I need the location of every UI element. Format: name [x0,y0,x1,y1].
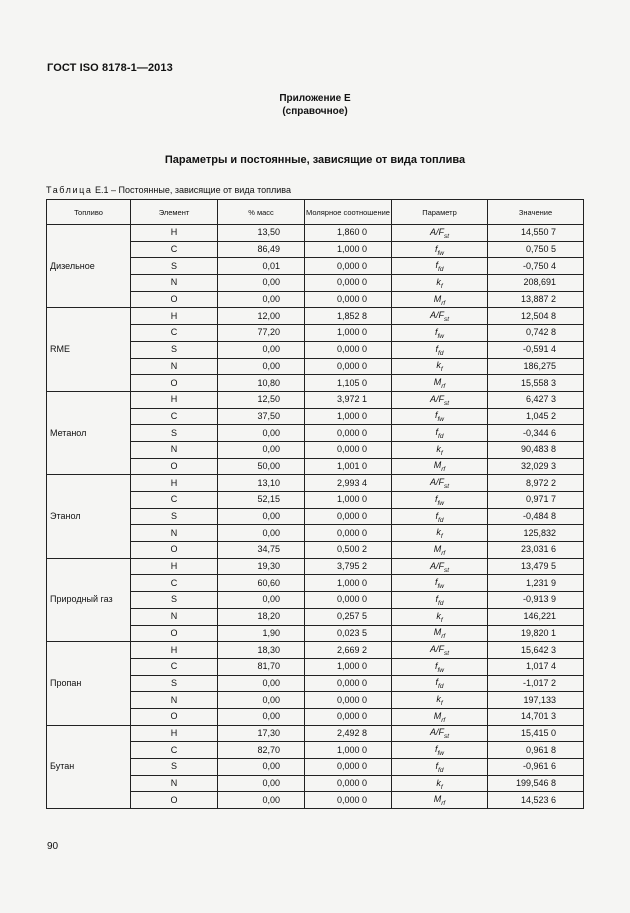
mass-percent-cell: 0,00 [218,692,305,709]
header-value: Значение [488,200,584,225]
molar-ratio-cell: 1,000 0 [305,742,392,759]
mass-percent-cell: 82,70 [218,742,305,759]
value-cell: 199,546 8 [488,775,584,792]
header-parameter: Параметр [392,200,488,225]
molar-ratio-cell: 0,000 0 [305,258,392,275]
molar-ratio-cell: 0,000 0 [305,675,392,692]
parameter-cell [392,475,488,492]
molar-ratio-cell: 1,105 0 [305,375,392,392]
parameter-cell [392,325,488,342]
molar-ratio-cell: 3,795 2 [305,558,392,575]
mass-percent-cell: 12,50 [218,391,305,408]
element-cell: N [131,608,218,625]
mass-percent-cell: 0,00 [218,508,305,525]
value-cell: 1,045 2 [488,408,584,425]
table-row [47,308,584,325]
molar-ratio-cell: 1,000 0 [305,492,392,509]
value-cell: -0,961 6 [488,759,584,776]
parameter-symbol: f [435,510,439,521]
molar-ratio-cell: 1,860 0 [305,225,392,242]
table-body [47,225,584,809]
parameter-symbol: k [436,276,441,287]
value-cell: 14,701 3 [488,708,584,725]
mass-percent-cell: 77,20 [218,325,305,342]
value-cell: 1,017 4 [488,658,584,675]
parameter-subscript: st [443,232,450,240]
parameter-symbol: k [436,777,441,788]
value-cell: 6,427 3 [488,391,584,408]
parameter-cell [392,425,488,442]
mass-percent-cell: 12,00 [218,308,305,325]
parameter-subscript: rf [441,716,446,724]
molar-ratio-cell: 1,852 8 [305,308,392,325]
fuel-name-cell: Бутан [47,725,131,808]
element-cell: N [131,775,218,792]
mass-percent-cell: 10,80 [218,375,305,392]
parameter-subscript: st [443,733,450,741]
value-cell: 15,558 3 [488,375,584,392]
mass-percent-cell: 0,00 [218,675,305,692]
parameter-cell [392,341,488,358]
parameter-subscript: f [440,783,443,791]
value-cell: -0,344 6 [488,425,584,442]
element-cell: S [131,592,218,609]
parameter-symbol: k [436,694,441,705]
element-cell: S [131,675,218,692]
mass-percent-cell: 0,00 [218,275,305,292]
parameter-symbol: f [434,410,438,421]
table-row [47,725,584,742]
parameter-subscript: fd [438,766,444,774]
molar-ratio-cell: 0,023 5 [305,625,392,642]
section-title: Параметры и постоянные, зависящие от вида топлива [164,154,466,166]
value-cell: 15,642 3 [488,642,584,659]
molar-ratio-cell: 3,972 1 [305,391,392,408]
parameter-cell [392,291,488,308]
value-cell: 8,972 2 [488,475,584,492]
parameter-symbol: f [434,493,438,504]
annex-note: (справочное) [282,106,348,117]
element-cell: O [131,708,218,725]
parameter-symbol: f [435,343,439,354]
mass-percent-cell: 37,50 [218,408,305,425]
value-cell: 186,275 [488,358,584,375]
parameter-subscript: rf [441,383,446,391]
parameter-symbol: M [433,543,442,554]
element-cell: C [131,408,218,425]
parameter-subscript: f [440,282,443,290]
parameter-subscript: f [440,366,443,374]
molar-ratio-cell: 0,257 5 [305,608,392,625]
parameter-subscript: rf [441,800,446,808]
parameter-symbol: f [435,760,439,771]
table-caption-text: – Постоянные, зависящие от вида топлива [111,185,291,195]
element-cell: H [131,558,218,575]
parameter-cell [392,542,488,559]
mass-percent-cell: 18,30 [218,642,305,659]
element-cell: C [131,325,218,342]
value-cell: 12,504 8 [488,308,584,325]
element-cell: O [131,375,218,392]
element-cell: H [131,725,218,742]
molar-ratio-cell: 2,993 4 [305,475,392,492]
parameter-symbol: f [435,593,439,604]
element-cell: H [131,308,218,325]
parameter-cell [392,759,488,776]
parameter-subscript: fw [437,249,444,257]
parameter-cell [392,308,488,325]
parameter-subscript: rf [441,633,446,641]
mass-percent-cell: 0,00 [218,441,305,458]
mass-percent-cell: 50,00 [218,458,305,475]
header-mass: % масс [218,200,305,225]
element-cell: N [131,275,218,292]
molar-ratio-cell: 1,000 0 [305,325,392,342]
fuel-name-cell: RME [47,308,131,391]
molar-ratio-cell: 0,000 0 [305,692,392,709]
mass-percent-cell: 1,90 [218,625,305,642]
mass-percent-cell: 13,50 [218,225,305,242]
parameter-subscript: fd [438,266,444,274]
molar-ratio-cell: 0,000 0 [305,775,392,792]
parameter-subscript: fd [438,516,444,524]
parameter-symbol: f [435,260,439,271]
parameter-symbol: f [435,427,439,438]
parameter-symbol: k [436,360,441,371]
value-cell: 14,523 6 [488,792,584,809]
mass-percent-cell: 13,10 [218,475,305,492]
element-cell: H [131,475,218,492]
molar-ratio-cell: 1,001 0 [305,458,392,475]
parameter-subscript: f [440,616,443,624]
molar-ratio-cell: 0,000 0 [305,425,392,442]
parameter-cell [392,508,488,525]
element-cell: N [131,692,218,709]
parameter-symbol: M [433,710,442,721]
parameter-symbol: k [436,527,441,538]
page-number: 90 [47,841,59,852]
parameter-cell [392,375,488,392]
parameter-cell [392,408,488,425]
molar-ratio-cell: 0,500 2 [305,542,392,559]
molar-ratio-cell: 0,000 0 [305,792,392,809]
element-cell: C [131,241,218,258]
value-cell: 0,750 5 [488,241,584,258]
element-cell: N [131,358,218,375]
parameter-subscript: f [440,700,443,708]
molar-ratio-cell: 2,492 8 [305,725,392,742]
parameter-subscript: fw [437,416,444,424]
fuel-name-cell: Метанол [47,391,131,474]
parameter-cell [392,642,488,659]
value-cell: 208,691 [488,275,584,292]
fuel-name-cell: Дизельное [47,225,131,308]
molar-ratio-cell: 2,669 2 [305,642,392,659]
fuel-constants-table [46,199,584,809]
parameter-symbol: A/F [429,560,444,571]
element-cell: N [131,441,218,458]
mass-percent-cell: 0,00 [218,792,305,809]
value-cell: 0,971 7 [488,492,584,509]
parameter-symbol: k [436,610,441,621]
value-cell: -0,913 9 [488,592,584,609]
header-fuel: Топливо [47,200,131,225]
mass-percent-cell: 0,01 [218,258,305,275]
parameter-subscript: fw [437,583,444,591]
parameter-cell [392,692,488,709]
element-cell: O [131,458,218,475]
parameter-subscript: fd [438,433,444,441]
molar-ratio-cell: 1,000 0 [305,658,392,675]
parameter-subscript: fd [438,349,444,357]
fuel-name-cell: Природный газ [47,558,131,641]
parameter-symbol: M [433,460,442,471]
value-cell: 146,221 [488,608,584,625]
parameter-symbol: f [435,677,439,688]
parameter-symbol: f [434,326,438,337]
parameter-cell [392,658,488,675]
molar-ratio-cell: 0,000 0 [305,759,392,776]
value-cell: 1,231 9 [488,575,584,592]
parameter-symbol: A/F [429,226,444,237]
fuel-name-cell: Этанол [47,475,131,558]
element-cell: C [131,492,218,509]
value-cell: 13,887 2 [488,291,584,308]
mass-percent-cell: 19,30 [218,558,305,575]
parameter-cell [392,492,488,509]
value-cell: 15,415 0 [488,725,584,742]
parameter-subscript: f [440,533,443,541]
mass-percent-cell: 0,00 [218,592,305,609]
value-cell: 125,832 [488,525,584,542]
element-cell: C [131,575,218,592]
molar-ratio-cell: 0,000 0 [305,358,392,375]
parameter-cell [392,225,488,242]
mass-percent-cell: 81,70 [218,658,305,675]
parameter-cell [392,592,488,609]
fuel-name-cell: Пропан [47,642,131,725]
value-cell: 0,961 8 [488,742,584,759]
molar-ratio-cell: 1,000 0 [305,241,392,258]
value-cell: -0,750 4 [488,258,584,275]
table-row [47,642,584,659]
parameter-subscript: rf [441,299,446,307]
parameter-subscript: fw [437,332,444,340]
element-cell: C [131,658,218,675]
parameter-symbol: A/F [429,727,444,738]
value-cell: 90,483 8 [488,441,584,458]
table-row [47,391,584,408]
molar-ratio-cell: 0,000 0 [305,291,392,308]
table-row [47,225,584,242]
mass-percent-cell: 18,20 [218,608,305,625]
parameter-subscript: st [443,566,450,574]
parameter-cell [392,358,488,375]
element-cell: H [131,225,218,242]
parameter-cell [392,742,488,759]
element-cell: S [131,258,218,275]
value-cell: -0,591 4 [488,341,584,358]
header-molar: Молярное соотношение [305,200,392,225]
value-cell: 14,550 7 [488,225,584,242]
molar-ratio-cell: 0,000 0 [305,508,392,525]
mass-percent-cell: 0,00 [218,358,305,375]
parameter-symbol: M [433,794,442,805]
parameter-symbol: f [434,577,438,588]
mass-percent-cell: 0,00 [218,341,305,358]
parameter-symbol: A/F [429,393,444,404]
molar-ratio-cell: 0,000 0 [305,708,392,725]
annex-title: Приложение Е [279,93,351,104]
parameter-cell [392,458,488,475]
parameter-symbol: M [433,293,442,304]
value-cell: -0,484 8 [488,508,584,525]
molar-ratio-cell: 0,000 0 [305,275,392,292]
parameter-symbol: A/F [429,477,444,488]
parameter-subscript: fw [437,499,444,507]
table-row [47,558,584,575]
element-cell: S [131,508,218,525]
parameter-symbol: M [433,377,442,388]
element-cell: O [131,792,218,809]
element-cell: O [131,291,218,308]
mass-percent-cell: 86,49 [218,241,305,258]
value-cell: 197,133 [488,692,584,709]
parameter-cell [392,725,488,742]
parameter-symbol: k [436,443,441,454]
parameter-cell [392,525,488,542]
mass-percent-cell: 0,00 [218,775,305,792]
parameter-symbol: f [434,243,438,254]
parameter-subscript: rf [441,466,446,474]
parameter-cell [392,241,488,258]
parameter-subscript: fw [437,666,444,674]
element-cell: O [131,542,218,559]
parameter-subscript: f [440,449,443,457]
table-caption-number: Е.1 [95,185,109,195]
parameter-subscript: fd [438,599,444,607]
mass-percent-cell: 0,00 [218,525,305,542]
parameter-symbol: f [434,660,438,671]
parameter-symbol: f [434,744,438,755]
element-cell: H [131,642,218,659]
table-header-row [47,200,584,225]
element-cell: N [131,525,218,542]
parameter-cell [392,575,488,592]
value-cell: 19,820 1 [488,625,584,642]
parameter-symbol: A/F [429,310,444,321]
parameter-cell [392,608,488,625]
parameter-subscript: fw [437,750,444,758]
parameter-subscript: rf [441,549,446,557]
molar-ratio-cell: 0,000 0 [305,341,392,358]
parameter-subscript: st [443,650,450,658]
parameter-cell [392,625,488,642]
mass-percent-cell: 52,15 [218,492,305,509]
element-cell: S [131,425,218,442]
parameter-subscript: st [443,316,450,324]
molar-ratio-cell: 0,000 0 [305,525,392,542]
parameter-subscript: fd [438,683,444,691]
value-cell: 32,029 3 [488,458,584,475]
parameter-cell [392,792,488,809]
molar-ratio-cell: 0,000 0 [305,592,392,609]
parameter-cell [392,258,488,275]
table-caption [46,185,291,195]
annex-heading [0,92,630,118]
parameter-cell [392,775,488,792]
parameter-subscript: st [443,483,450,491]
mass-percent-cell: 34,75 [218,542,305,559]
parameter-cell [392,708,488,725]
element-cell: S [131,341,218,358]
table-caption-label: Таблица [46,185,93,195]
mass-percent-cell: 0,00 [218,759,305,776]
parameter-cell [392,275,488,292]
value-cell: 13,479 5 [488,558,584,575]
parameter-cell [392,441,488,458]
molar-ratio-cell: 1,000 0 [305,575,392,592]
molar-ratio-cell: 1,000 0 [305,408,392,425]
parameter-symbol: M [433,627,442,638]
mass-percent-cell: 60,60 [218,575,305,592]
mass-percent-cell: 17,30 [218,725,305,742]
parameter-subscript: st [443,399,450,407]
header-element: Элемент [131,200,218,225]
element-cell: S [131,759,218,776]
value-cell: 0,742 8 [488,325,584,342]
table-row [47,475,584,492]
parameter-symbol: A/F [429,644,444,655]
parameter-cell [392,675,488,692]
molar-ratio-cell: 0,000 0 [305,441,392,458]
element-cell: C [131,742,218,759]
mass-percent-cell: 0,00 [218,425,305,442]
element-cell: O [131,625,218,642]
document-code: ГОСТ ISO 8178-1—2013 [47,62,173,74]
mass-percent-cell: 0,00 [218,291,305,308]
element-cell: H [131,391,218,408]
value-cell: 23,031 6 [488,542,584,559]
parameter-cell [392,558,488,575]
mass-percent-cell: 0,00 [218,708,305,725]
parameter-cell [392,391,488,408]
value-cell: -1,017 2 [488,675,584,692]
